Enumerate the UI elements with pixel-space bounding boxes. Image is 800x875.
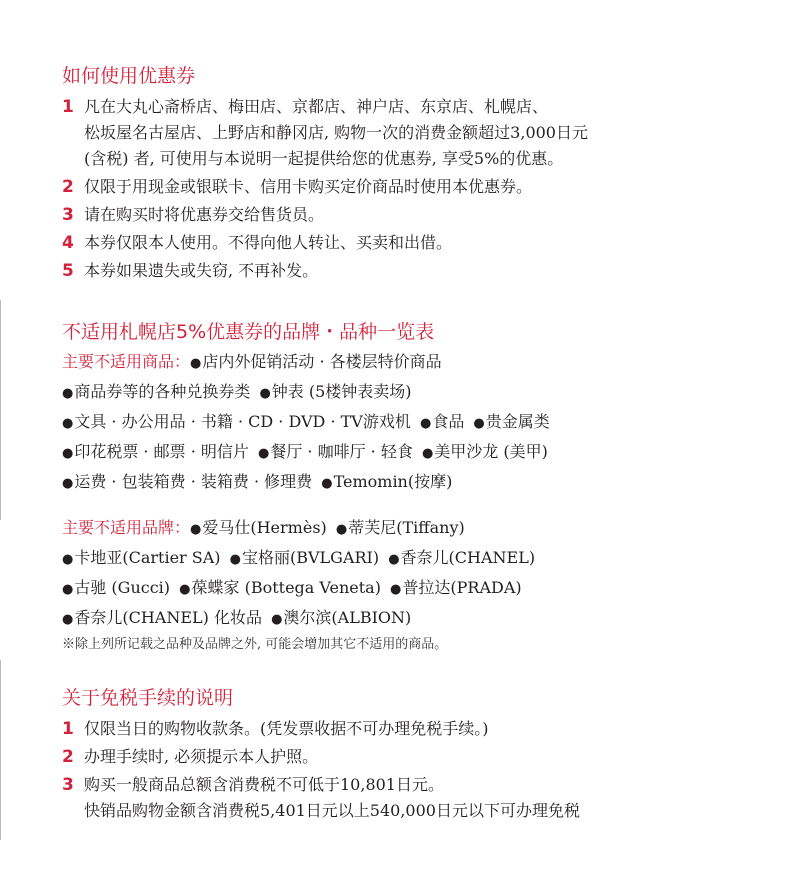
item-text: 仅限于用现金或银联卡、信用卡购买定价商品时使用本优惠券。 bbox=[84, 177, 533, 196]
spacer bbox=[62, 498, 782, 514]
bullet-icon: ● bbox=[419, 416, 432, 431]
goods-label: 主要不适用商品： bbox=[62, 352, 191, 371]
bullet-icon: ● bbox=[335, 522, 348, 537]
bullet-icon: ● bbox=[257, 446, 270, 461]
item-number: 1 bbox=[62, 97, 74, 117]
brands-line bbox=[62, 544, 782, 574]
list-item bbox=[62, 202, 782, 228]
excluded-brand-item: ●澳尔滨(ALBION) bbox=[271, 608, 412, 627]
bullet-icon: ● bbox=[62, 582, 74, 597]
excluded-goods-item: ●印花税票 · 邮票 · 明信片 bbox=[62, 442, 249, 461]
excluded-brand-item: ●蒂芙尼(Tiffany) bbox=[335, 518, 465, 537]
item-number: 1 bbox=[62, 719, 74, 739]
excluded-brand-item: ●普拉达(PRADA) bbox=[390, 578, 522, 597]
excluded-goods-item: ●商品券等的各种兑换券类 bbox=[62, 382, 251, 401]
list-item bbox=[62, 258, 782, 284]
goods-line bbox=[62, 468, 782, 498]
bullet-icon: ● bbox=[388, 552, 400, 567]
bullet-icon: ● bbox=[473, 416, 485, 431]
goods-line bbox=[62, 438, 782, 468]
bullet-icon: ● bbox=[62, 476, 74, 491]
excluded-goods-item: ●餐厅 · 咖啡厅 · 轻食 bbox=[257, 442, 413, 461]
item-text: 仅限当日的购物收款条。(凭发票收据不可办理免税手续。) bbox=[84, 719, 489, 738]
item-text: 办理手续时, 必须提示本人护照。 bbox=[84, 747, 319, 766]
bullet-icon: ● bbox=[321, 476, 333, 491]
tax-free-section bbox=[62, 684, 782, 826]
how-to-use-list bbox=[62, 94, 782, 284]
brands-label: 主要不适用品牌： bbox=[62, 518, 191, 537]
how-to-use-section bbox=[62, 62, 782, 286]
excluded-brand-item: ●古驰 (Gucci) bbox=[62, 578, 171, 597]
brands-line bbox=[62, 604, 782, 634]
bullet-icon: ● bbox=[259, 386, 271, 401]
exclusions-section bbox=[62, 318, 782, 656]
brands-line bbox=[62, 514, 782, 544]
item-number: 5 bbox=[62, 261, 74, 281]
bullet-icon: ● bbox=[390, 582, 402, 597]
excluded-brand-item: ●卡地亚(Cartier SA) bbox=[62, 548, 221, 567]
bullet-icon: ● bbox=[62, 612, 74, 627]
item-text: 请在购买时将优惠券交给售货员。 bbox=[84, 205, 325, 224]
list-item bbox=[62, 744, 782, 770]
excluded-brand-item: ●香奈儿(CHANEL) 化妆品 bbox=[62, 608, 262, 627]
section-title: 关于免税手续的说明 bbox=[62, 687, 234, 709]
list-item bbox=[62, 174, 782, 200]
excluded-brand-item: ●葆蝶家 (Bottega Veneta) bbox=[179, 578, 381, 597]
excluded-goods-item: ●钟表 (5楼钟表卖场) bbox=[259, 382, 412, 401]
excluded-brand-item: ●香奈儿(CHANEL) bbox=[388, 548, 536, 567]
item-number: 3 bbox=[62, 205, 74, 225]
excluded-brand-item: ●爱马仕(Hermès) bbox=[190, 518, 327, 537]
item-text: 本券如果遗失或失窃, 不再补发。 bbox=[84, 261, 319, 280]
brands-line bbox=[62, 574, 782, 604]
item-text: 凡在大丸心斋桥店、梅田店、京都店、神户店、东京店、札幌店、 松坂屋名古屋店、上野店和静冈店, 购物一次的消费金额超过3,000日元 (含税) 者, 可使用与本说明一起提供给您的优惠券, 享受5%的优惠。 bbox=[84, 97, 588, 168]
item-text: 购买一般商品总额含消费税不可低于10,801日元。 快销品购物金额含消费税5,401日元以上540,000日元以下可办理免税 bbox=[84, 775, 580, 820]
list-item bbox=[62, 716, 782, 742]
item-number: 3 bbox=[62, 775, 74, 795]
bullet-icon: ● bbox=[190, 522, 202, 537]
footnote: ※除上列所记载之品种及品牌之外, 可能会增加其它不适用的商品。 bbox=[62, 637, 448, 652]
list-item bbox=[62, 94, 782, 172]
bullet-icon: ● bbox=[271, 612, 283, 627]
item-text: 本券仅限本人使用。不得向他人转让、买卖和出借。 bbox=[84, 233, 453, 252]
bullet-icon: ● bbox=[229, 552, 241, 567]
bullet-icon: ● bbox=[62, 552, 74, 567]
bullet-icon: ● bbox=[190, 356, 202, 371]
goods-line bbox=[62, 408, 782, 438]
excluded-goods-item: ●文具 · 办公用品 · 书籍 · CD · DVD · TV游戏机 bbox=[62, 412, 411, 431]
item-number: 2 bbox=[62, 177, 74, 197]
excluded-goods-item: ●运费 · 包装箱费 · 装箱费 · 修理费 bbox=[62, 472, 313, 491]
bullet-icon: ● bbox=[62, 416, 74, 431]
bullet-icon: ● bbox=[62, 386, 74, 401]
item-number: 4 bbox=[62, 233, 74, 253]
goods-line bbox=[62, 348, 782, 378]
section-title: 不适用札幌店5%优惠券的品牌・品种一览表 bbox=[62, 321, 435, 343]
item-number: 2 bbox=[62, 747, 74, 767]
excluded-goods-item: ●贵金属类 bbox=[473, 412, 550, 431]
list-item bbox=[62, 230, 782, 256]
bullet-icon: ● bbox=[179, 582, 191, 597]
tax-free-list bbox=[62, 716, 782, 824]
excluded-goods-item: ●店内外促销活动 · 各楼层特价商品 bbox=[190, 352, 442, 371]
excluded-brand-item: ●宝格丽(BVLGARI) bbox=[229, 548, 380, 567]
bullet-icon: ● bbox=[62, 446, 74, 461]
excluded-goods-item: ●食品 bbox=[419, 412, 465, 431]
goods-line bbox=[62, 378, 782, 408]
left-edge-line bbox=[0, 660, 1, 840]
excluded-goods-item: ●美甲沙龙 (美甲) bbox=[421, 442, 548, 461]
bullet-icon: ● bbox=[421, 446, 434, 461]
left-edge-line bbox=[0, 300, 1, 520]
excluded-goods-item: ●Temomin(按摩) bbox=[321, 472, 453, 491]
list-item bbox=[62, 772, 782, 824]
section-title: 如何使用优惠券 bbox=[62, 65, 196, 87]
